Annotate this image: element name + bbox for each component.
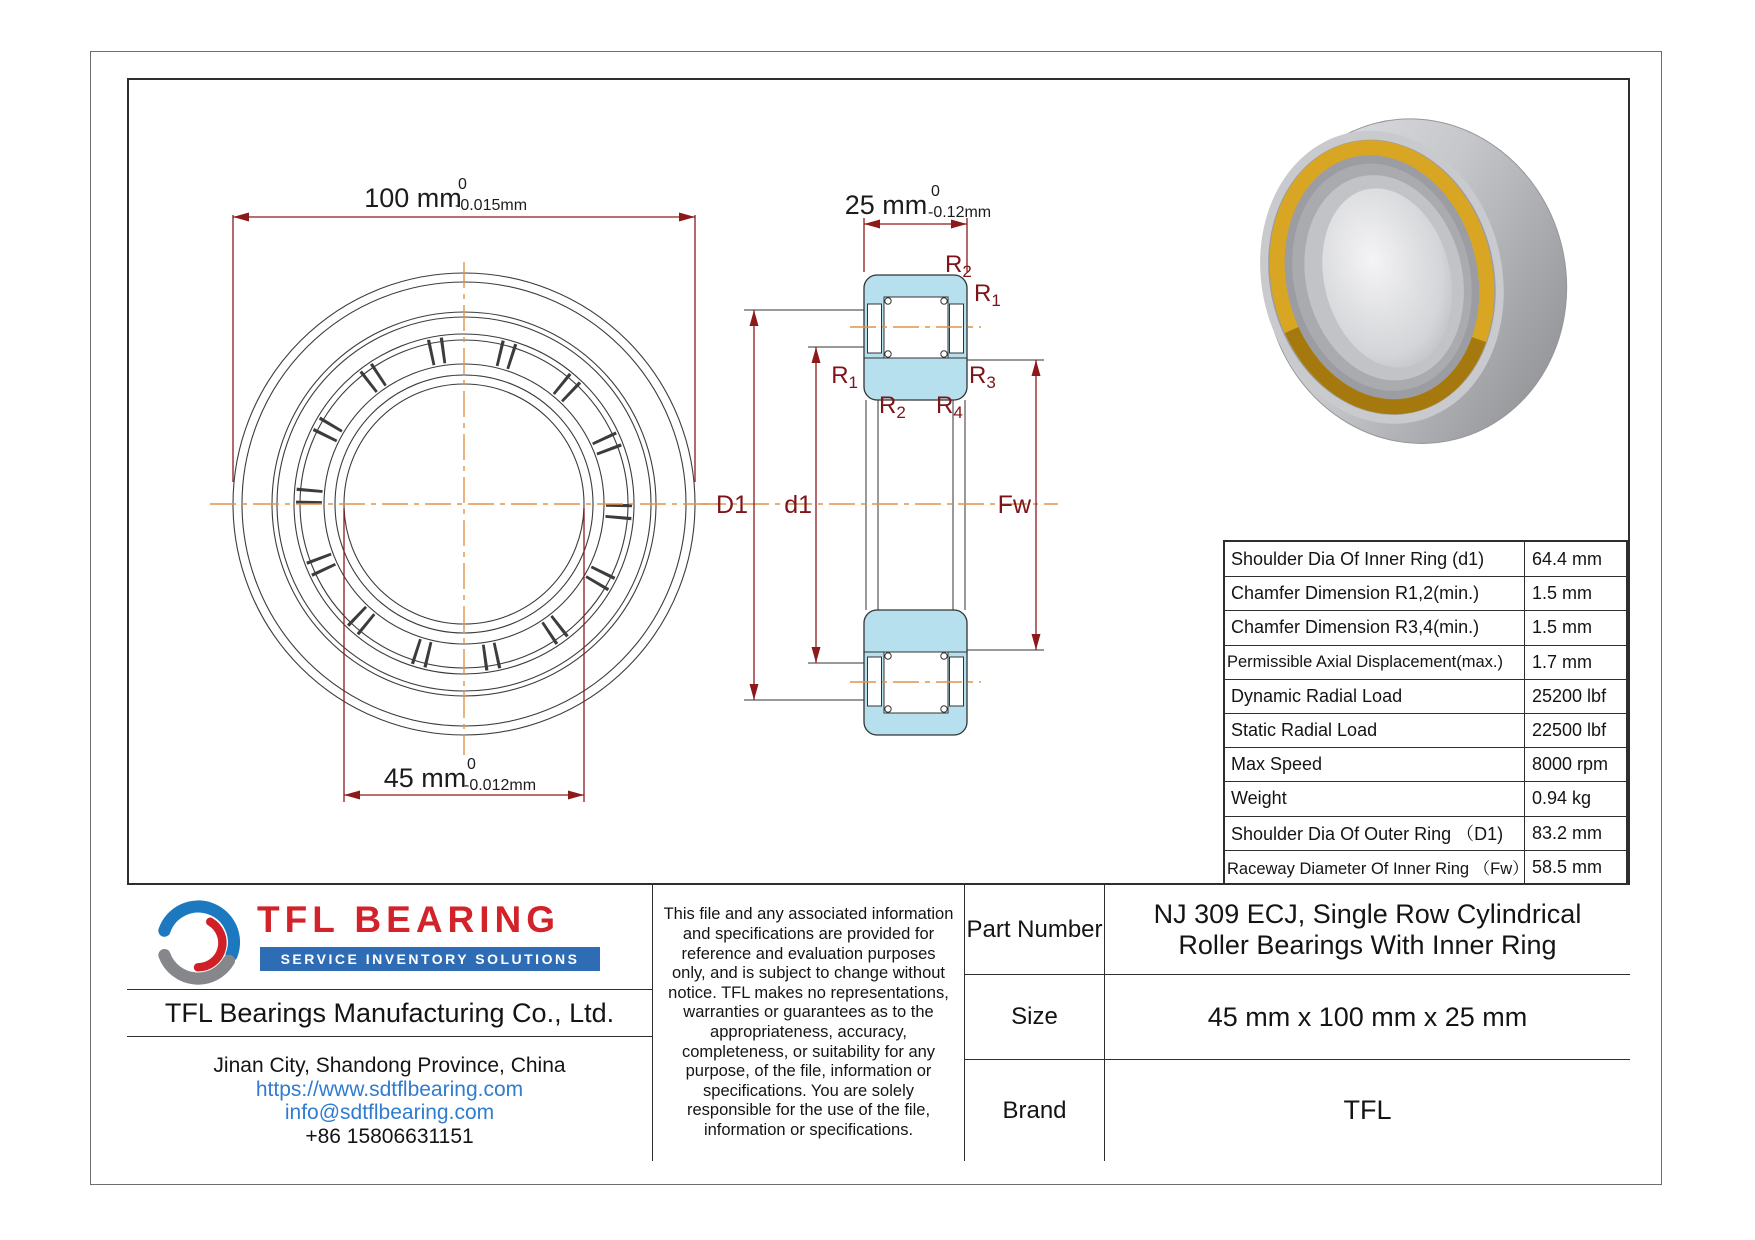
chamfer-label-r1-right: $R_1$ — [974, 280, 1001, 310]
website-link[interactable]: https://www.sdtflbearing.com — [255, 1077, 524, 1101]
table-row — [1225, 576, 1626, 610]
width-dimension — [845, 183, 991, 272]
chamfer-label-r3: $R_3$ — [969, 362, 996, 392]
cross-section-view — [864, 275, 967, 735]
company-name: TFL Bearings Manufacturing Co., Ltd. — [127, 990, 653, 1037]
spec-label: Raceway Diameter Of Inner Ring （Fw） — [1225, 851, 1525, 884]
size-value: 45 mm x 100 mm x 25 mm — [1105, 975, 1630, 1060]
outer-shoulder-label: D1 — [716, 491, 748, 519]
table-row — [1225, 610, 1626, 644]
disclaimer-text: This file and any associated information and specifications are provided for reference and evaluation purposes only, and is subject to change without notice. TFL makes no representations, warranties or guarantees as to the appropriateness, accuracy, completeness, or suitability for any purpose, of the file, information or specifications. You are solely responsible for the use of the file, information or specifications. — [653, 883, 965, 1161]
logo-tagline: SERVICE INVENTORY SOLUTIONS — [260, 947, 600, 971]
chamfer-label-r2-top: $R_2$ — [945, 251, 972, 281]
chamfer-label-r2-bottom: $R_2$ — [879, 392, 906, 422]
od-tolerance-upper: 0 — [458, 176, 467, 193]
table-row — [1225, 747, 1626, 781]
company-address: Jinan City, Shandong Province, China — [213, 1054, 566, 1077]
inner-shoulder-label: d1 — [784, 491, 812, 519]
table-row — [1225, 850, 1626, 884]
logo-block — [127, 883, 653, 990]
contact-block — [127, 1037, 653, 1161]
bore-tolerance-lower: -0.012mm — [464, 777, 537, 794]
company-logo-icon — [151, 894, 245, 988]
width-dimension-text: 25 mm — [844, 190, 928, 220]
table-row — [1225, 542, 1626, 576]
brand-value: TFL — [1105, 1060, 1630, 1161]
bearing-photo — [1229, 87, 1601, 476]
chamfer-label-r4: $R_4$ — [936, 392, 963, 422]
bore-dimension-text: 45 mm — [383, 763, 467, 793]
spec-label: Chamfer Dimension R3,4(min.) — [1225, 611, 1525, 644]
part-number-label: Part Number — [965, 883, 1105, 975]
table-row — [1225, 645, 1626, 679]
phone-number: +86 15806631151 — [305, 1124, 474, 1148]
bore-tolerance-upper: 0 — [467, 756, 476, 773]
raceway-label: Fw — [997, 491, 1031, 519]
od-tolerance-lower: -0.015mm — [455, 197, 528, 214]
spec-value: 1.7 mm — [1532, 651, 1593, 672]
table-row — [1225, 781, 1626, 815]
spec-label: Shoulder Dia Of Inner Ring (d1) — [1225, 542, 1525, 576]
spec-table — [1223, 540, 1628, 886]
table-row — [1225, 816, 1626, 850]
spec-label: Shoulder Dia Of Outer Ring （D1) — [1225, 817, 1525, 850]
spec-label: Max Speed — [1225, 748, 1525, 781]
part-number-value: NJ 309 ECJ, Single Row Cylindrical Roller Bearings With Inner Ring — [1105, 883, 1630, 975]
width-tolerance-lower: -0.12mm — [928, 204, 992, 221]
spec-label: Dynamic Radial Load — [1225, 680, 1525, 713]
spec-label: Weight — [1225, 782, 1525, 815]
od-dimension-text: 100 mm — [364, 183, 462, 213]
spec-label: Chamfer Dimension R1,2(min.) — [1225, 577, 1525, 610]
spec-label: Static Radial Load — [1225, 714, 1525, 747]
spec-value: 8000 rpm — [1532, 754, 1609, 775]
logo-wordmark: TFL BEARING — [257, 899, 561, 940]
spec-value: 64.4 mm — [1532, 548, 1603, 569]
brand-label: Brand — [965, 1060, 1105, 1161]
chamfer-label-r1-left: $R_1$ — [831, 362, 858, 392]
table-row — [1225, 679, 1626, 713]
email-link[interactable]: info@sdtflbearing.com — [284, 1101, 495, 1124]
table-row — [1225, 713, 1626, 747]
spec-value: 25200 lbf — [1532, 685, 1607, 706]
spec-value: 22500 lbf — [1532, 720, 1607, 741]
spec-value: 0.94 kg — [1532, 788, 1592, 809]
spec-value: 83.2 mm — [1532, 822, 1603, 843]
spec-label: Permissible Axial Displacement(max.) — [1225, 646, 1525, 679]
spec-value: 1.5 mm — [1532, 583, 1593, 604]
spec-value: 1.5 mm — [1532, 617, 1593, 638]
size-label: Size — [965, 975, 1105, 1060]
width-tolerance-upper: 0 — [931, 183, 940, 200]
front-view-centerlines — [210, 262, 718, 755]
spec-value: 58.5 mm — [1532, 856, 1603, 877]
